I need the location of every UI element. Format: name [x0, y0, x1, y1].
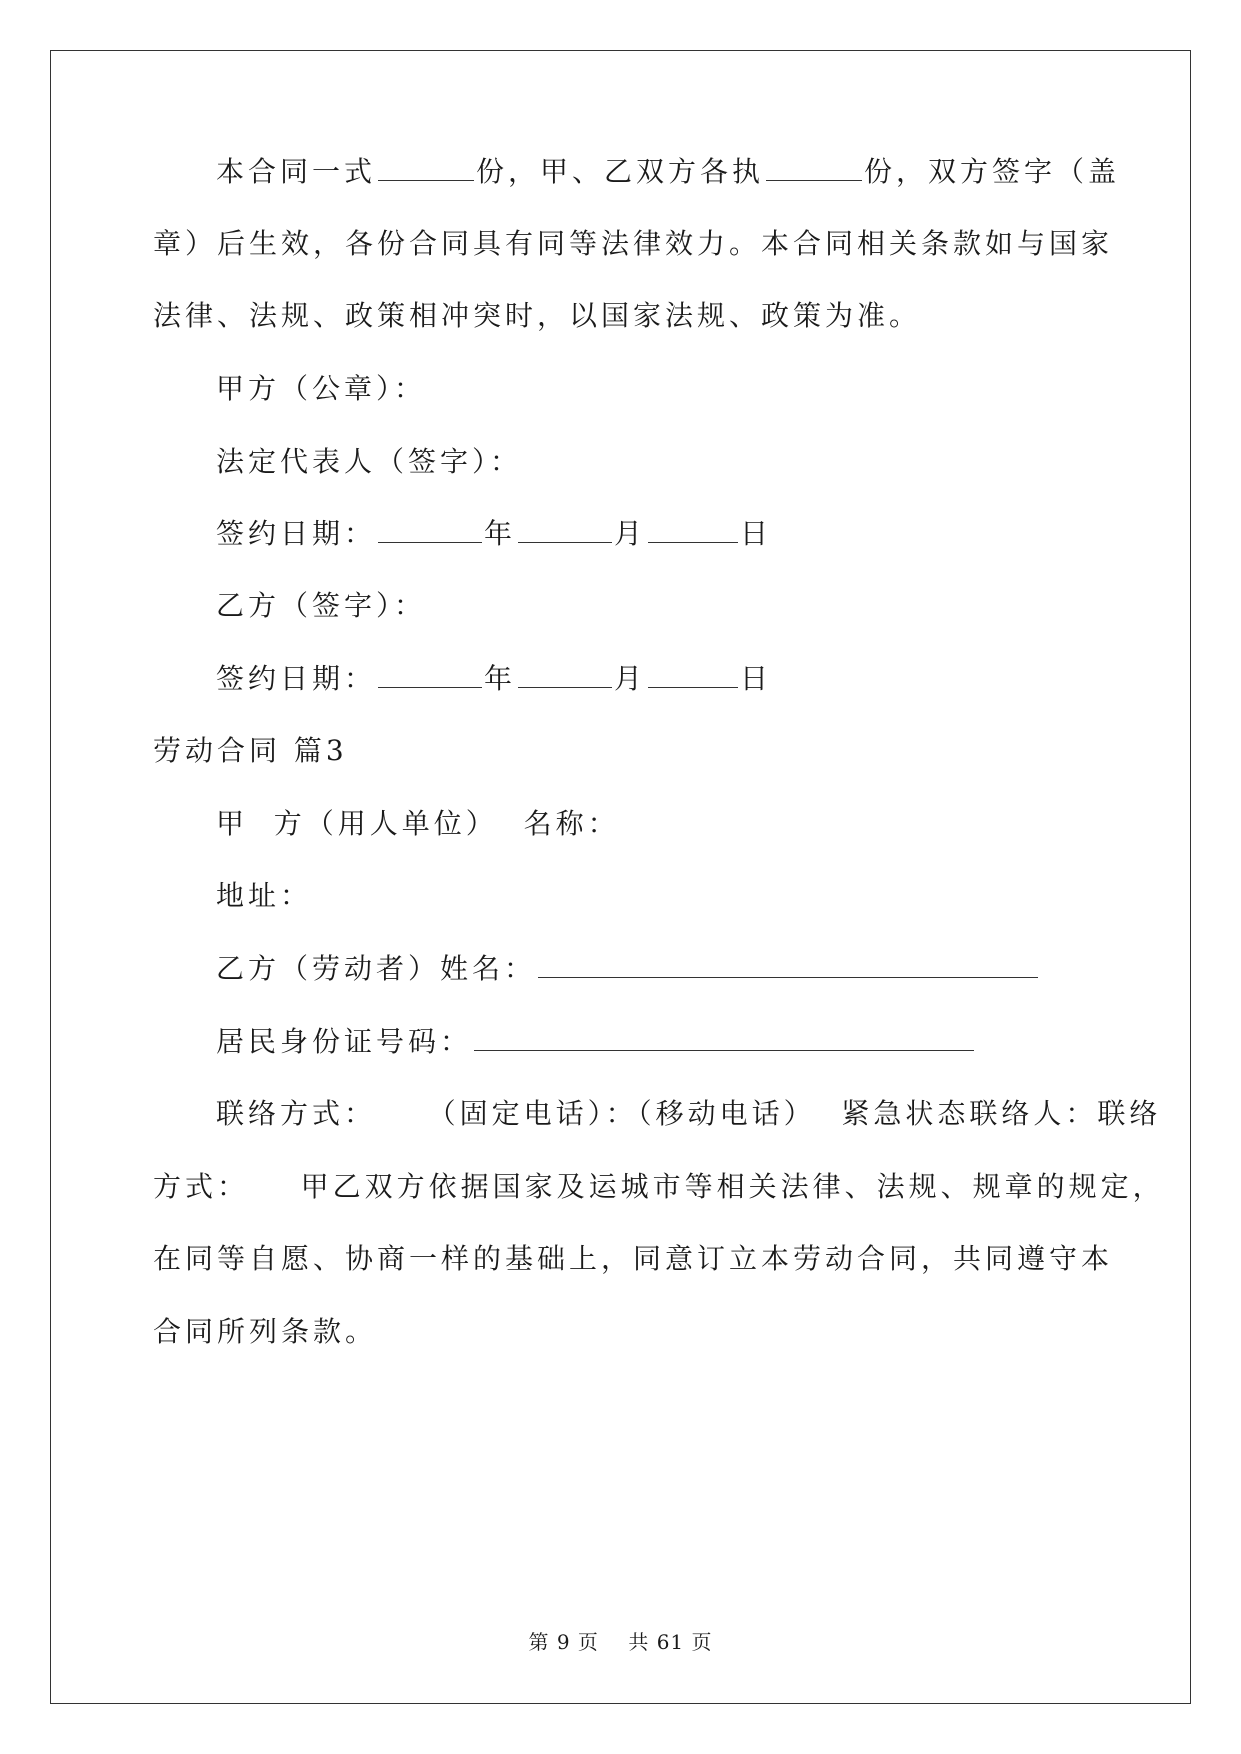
year-label: 年: [484, 662, 517, 695]
paragraph-line: 联络方式： （固定电话）：（移动电话） 紧急状态联络人：联络: [216, 1097, 1162, 1130]
employee-name-blank: [538, 955, 1038, 978]
paragraph-line: 方式： 甲乙双方依据国家及运城市等相关法律、法规、规章的规定，: [153, 1170, 1165, 1203]
signing-date-label: 签约日期：: [216, 517, 377, 550]
id-number-blank: [474, 1028, 974, 1051]
employee-name-line: [216, 951, 1040, 987]
day-blank: [648, 665, 738, 688]
paragraph-line: 在同等自愿、协商一样的基础上，同意订立本劳动合同，共同遵守本: [153, 1242, 1114, 1275]
month-blank: [518, 520, 612, 543]
year-label: 年: [484, 517, 517, 550]
section-heading: 劳动合同 篇3: [153, 734, 348, 767]
month-blank: [518, 665, 612, 688]
employee-name-label: 乙方（劳动者）姓名：: [216, 952, 537, 985]
day-blank: [648, 520, 738, 543]
paragraph-line: [216, 154, 1120, 190]
text-fragment: 份，双方签字（盖: [864, 155, 1121, 188]
year-blank: [378, 520, 482, 543]
id-number-label: 居民身份证号码：: [216, 1025, 473, 1058]
month-label: 月: [614, 517, 647, 550]
paragraph-line: 法律、法规、政策相冲突时，以国家法规、政策为准。: [153, 299, 922, 332]
month-label: 月: [614, 662, 647, 695]
page-number: 第 9 页 共 61 页: [528, 1630, 713, 1654]
legal-representative-label: 法定代表人（签字）：: [216, 445, 523, 478]
signing-date-label: 签约日期：: [216, 662, 377, 695]
blank-field: [378, 158, 474, 181]
employer-name-label: 甲 方（用人单位） 名称：: [216, 807, 620, 840]
address-label: 地址：: [216, 879, 313, 912]
signing-date-line: [216, 661, 772, 697]
paragraph-line: 章）后生效，各份合同具有同等法律效力。本合同相关条款如与国家: [153, 227, 1114, 260]
text-fragment: 本合同一式: [216, 155, 377, 188]
party-b-sign-label: 乙方（签字）：: [216, 589, 427, 622]
day-label: 日: [740, 662, 773, 695]
day-label: 日: [740, 517, 773, 550]
year-blank: [378, 665, 482, 688]
paragraph-line: 合同所列条款。: [153, 1315, 378, 1348]
text-fragment: 份，甲、乙双方各执: [476, 155, 765, 188]
blank-field: [766, 158, 862, 181]
signing-date-line: [216, 516, 772, 552]
party-a-seal-label: 甲方（公章）：: [216, 372, 427, 405]
id-number-line: [216, 1024, 976, 1060]
